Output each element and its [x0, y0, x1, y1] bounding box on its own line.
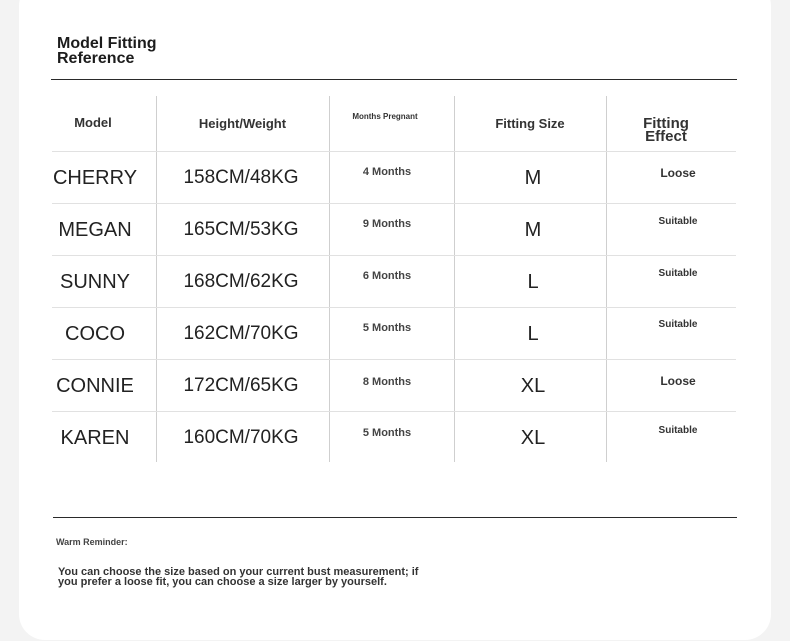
row-divider: [52, 151, 736, 152]
cell-effect: Suitable: [658, 318, 698, 330]
header-height-weight: Height/Weight: [198, 115, 287, 131]
row-divider: [52, 411, 736, 412]
cell-effect: Loose: [660, 374, 696, 388]
cell-model: COCO: [65, 322, 125, 345]
row-divider: [52, 255, 736, 256]
reminder-text: You can choose the size based on your current bust measurement; if you prefer a loose fit, you can choose a size larger by yourself.: [58, 566, 419, 588]
cell-effect: Suitable: [658, 424, 698, 436]
cell-size: L: [527, 322, 539, 345]
cell-height-weight: 172CM/65KG: [183, 375, 299, 396]
reminder-divider: [53, 517, 737, 518]
row-divider: [52, 359, 736, 360]
cell-size: XL: [520, 426, 546, 449]
cell-effect: Suitable: [658, 267, 698, 279]
row-divider: [52, 203, 736, 204]
cell-effect: Loose: [660, 166, 696, 180]
cell-height-weight: 162CM/70KG: [183, 323, 299, 344]
cell-height-weight: 158CM/48KG: [183, 167, 299, 188]
cell-size: L: [527, 270, 539, 293]
cell-model: KAREN: [60, 426, 130, 449]
cell-height-weight: 168CM/62KG: [183, 271, 299, 292]
cell-months: 6 Months: [362, 270, 412, 282]
cell-effect: Suitable: [658, 215, 698, 227]
cell-height-weight: 160CM/70KG: [183, 427, 299, 448]
title-divider: [51, 79, 737, 80]
page-title: Model Fitting Reference: [57, 35, 157, 67]
header-months-pregnant: Months Pregnant: [352, 111, 418, 121]
cell-model: MEGAN: [58, 218, 132, 241]
header-model: Model: [74, 114, 112, 130]
header-fitting-size: Fitting Size: [495, 115, 565, 131]
cell-size: XL: [520, 374, 546, 397]
cell-months: 4 Months: [362, 166, 412, 178]
row-divider: [52, 307, 736, 308]
cell-months: 5 Months: [362, 322, 412, 334]
cell-size: M: [524, 166, 542, 189]
cell-model: CHERRY: [52, 166, 138, 189]
cell-months: 5 Months: [362, 427, 412, 439]
header-fitting-effect: Fitting Effect: [643, 115, 689, 145]
cell-model: SUNNY: [59, 270, 130, 293]
cell-model: CONNIE: [56, 374, 134, 397]
cell-months: 9 Months: [362, 218, 412, 230]
cell-months: 8 Months: [362, 376, 412, 388]
cell-height-weight: 165CM/53KG: [183, 219, 299, 240]
cell-size: M: [524, 218, 542, 241]
fitting-table: [52, 96, 736, 462]
reminder-label: Warm Reminder:: [56, 537, 128, 547]
